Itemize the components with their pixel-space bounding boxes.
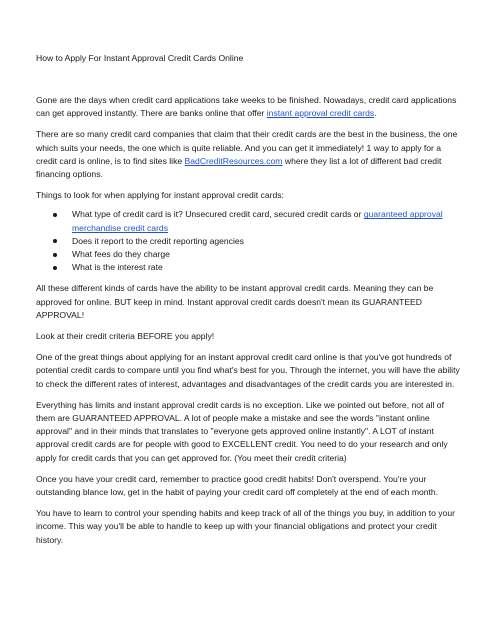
list-item xyxy=(72,208,462,234)
paragraph-good-habits: Once you have your credit card, remember to practice good credit habits! Don't overspend. You're your outstanding blance low, get in the habit of paying your credit card off completely at the end of each month. xyxy=(36,473,439,498)
list-item-text: What type of credit card is it? Unsecured credit card, secured credit cards or xyxy=(72,209,364,220)
list-item: What fees do they charge xyxy=(72,248,462,261)
paragraph-companies-end: where they list a lot of different bad credit financing options. xyxy=(36,155,442,180)
paragraph-intro-end: . xyxy=(374,108,377,119)
list-item: Does it report to the credit reporting agencies xyxy=(72,235,462,248)
paragraph-limits: Everything has limits and instant approval credit cards is no exception. Like we pointed out before, not all of them are GUARANTEED APPROVAL. A lot of people make a mistake and see the words "instant online approval" and in their minds that translates to "everyone gets approved online instantly". A LOT of instant approval credit cards are for people with good to EXCELLENT credit. You need to do your research and only apply for credit cards that you can get approved for. (You meet their credit criteria) xyxy=(36,399,448,463)
document-title: How to Apply For Instant Approval Credit Cards Online xyxy=(36,53,244,63)
paragraph-companies-text: There are so many credit card companies that claim that their credit cards are the best in the business, the one which suits your needs, the one which is quite reliable. And you can get it immediately! 1 way to apply for a credit card is online, is to find sites like xyxy=(36,129,458,166)
paragraph-card-kinds: All these different kinds of cards have the ability to be instant approval credit cards. Meaning they can be approved for online. BUT keep in mind. Instant approval credit cards doesn't mean its GUARANTEED APPROVAL! xyxy=(36,283,434,320)
paragraph-spending-control: You have to learn to control your spending habits and keep track of all of the things you buy, in addition to your income. This way you'll be able to handle to keep up with your financial obligations and protect your credit history. xyxy=(36,508,455,545)
paragraph-great-things: One of the great things about applying for an instant approval credit card online is that you've got hundreds of potential credit cards to compare until you find what's best for you. Through the internet, you will have the ability to check the different rates of interest, advantages and disadvantages of the credit cards you are interested in. xyxy=(36,352,460,389)
paragraph-companies xyxy=(36,128,462,181)
document-page xyxy=(36,52,462,555)
paragraph-things-to-look-for: Things to look for when applying for instant approval credit cards: xyxy=(36,190,284,201)
paragraph-intro xyxy=(36,94,462,120)
list-item: What is the interest rate xyxy=(72,261,462,274)
paragraph-look-criteria: Look at their credit criteria BEFORE you apply! xyxy=(36,331,215,342)
criteria-list xyxy=(36,208,462,274)
guaranteed-approval-merchandise-credit-cards-link[interactable]: guaranteed approval merchandise credit cards xyxy=(72,209,443,233)
paragraph-intro-text: Gone are the days when credit card applications take weeks to be finished. Nowadays, credit card applications can get approved instantly. There are banks online that offer xyxy=(36,95,457,119)
instant-approval-credit-cards-link[interactable]: instant approval credit cards xyxy=(266,108,375,119)
badcreditresources-link[interactable]: BadCreditResources.com xyxy=(184,155,283,166)
